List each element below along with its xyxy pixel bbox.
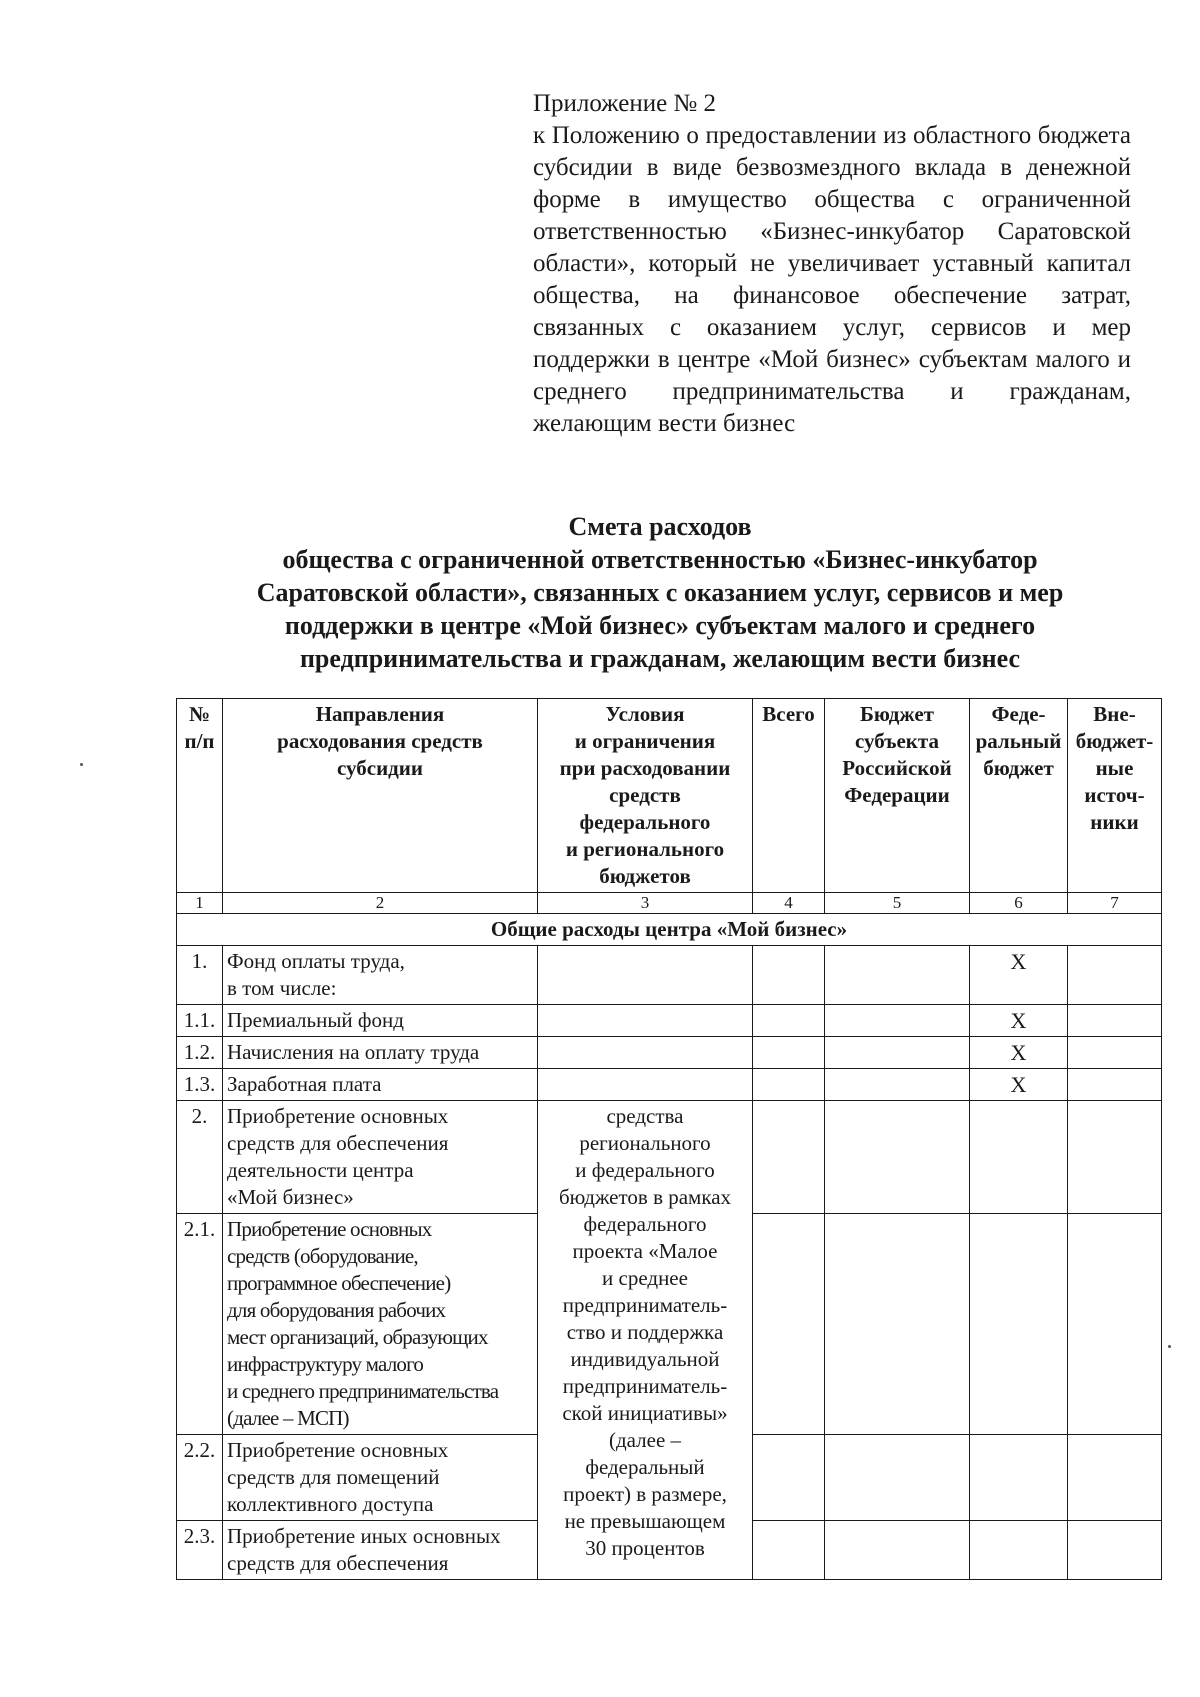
table-header-row bbox=[177, 699, 1162, 893]
appendix-title: Приложение № 2 bbox=[533, 90, 717, 117]
row-regional bbox=[825, 1005, 970, 1037]
row-name: Заработная плата bbox=[223, 1069, 538, 1101]
row-condition bbox=[538, 1005, 753, 1037]
row-condition bbox=[538, 946, 753, 1005]
col-number: 4 bbox=[753, 893, 825, 914]
row-regional bbox=[825, 946, 970, 1005]
row-extrabudget bbox=[1068, 1069, 1162, 1101]
title-line-4: поддержки в центре «Мой бизнес» субъектам малого и среднего bbox=[284, 611, 1036, 640]
title-line-5: предпринимательства и гражданам, желающим вести бизнес bbox=[299, 644, 1021, 673]
document-title bbox=[150, 510, 1170, 675]
row-federal: X bbox=[970, 946, 1068, 1005]
table-row bbox=[177, 1069, 1162, 1101]
row-total bbox=[753, 1101, 825, 1214]
row-federal: X bbox=[970, 1037, 1068, 1069]
header-conditions: Условия и ограничения при расходовании средств федерального и регионального бюджетов bbox=[538, 699, 753, 893]
table-row bbox=[177, 946, 1162, 1005]
title-line-1: Смета расходов bbox=[568, 512, 752, 541]
row-name: Приобретение иных основных средств для обеспечения bbox=[223, 1521, 538, 1580]
row-total bbox=[753, 1435, 825, 1521]
row-number: 2. bbox=[177, 1101, 223, 1214]
row-total bbox=[753, 1037, 825, 1069]
table-row bbox=[177, 1101, 1162, 1214]
appendix-text: к Положению о предоставлении из областного бюджета субсидии в виде безвозмездного вклада в денежной форме в имущество общества с ограниченной ответственностью «Бизнес-инкубатор Саратовской области», который не увеличивает уставный капитал общества, на финансовое обеспечение затрат, связанных с оказанием услуг, сервисов и мер поддержки в центре «Мой бизнес» субъектам малого и среднего предпринимательства и гражданам, желающим вести бизнес bbox=[533, 122, 1131, 437]
header-extrabudget: Вне- бюджет- ные источ- ники bbox=[1068, 699, 1162, 893]
row-extrabudget bbox=[1068, 946, 1162, 1005]
appendix-block bbox=[533, 88, 1131, 440]
row-extrabudget bbox=[1068, 1101, 1162, 1214]
row-federal bbox=[970, 1435, 1068, 1521]
row-extrabudget bbox=[1068, 1435, 1162, 1521]
row-regional bbox=[825, 1101, 970, 1214]
row-regional bbox=[825, 1435, 970, 1521]
row-regional bbox=[825, 1214, 970, 1435]
col-number: 1 bbox=[177, 893, 223, 914]
row-regional bbox=[825, 1037, 970, 1069]
row-number: 1.1. bbox=[177, 1005, 223, 1037]
title-line-3: Саратовской области», связанных с оказанием услуг, сервисов и мер bbox=[256, 578, 1064, 607]
row-number: 1.3. bbox=[177, 1069, 223, 1101]
condition-text: средства регионального и федерального бюджетов в рамках федерального проекта «Малое и среднее предприниматель- ство и поддержка индивидуальной предприниматель- ской инициативы» (далее – федеральный проект) в размере, не превышающем 30 процентов bbox=[538, 1101, 753, 1580]
row-number: 1.2. bbox=[177, 1037, 223, 1069]
row-name: Приобретение основных средств для помещений коллективного доступа bbox=[223, 1435, 538, 1521]
row-name: Приобретение основных средств (оборудование, программное обеспечение) для оборудования рабочих мест организаций, образующих инфраструктуру малого и среднего предпринимательства (далее – МСП) bbox=[223, 1214, 538, 1435]
row-federal bbox=[970, 1521, 1068, 1580]
row-name: Начисления на оплату труда bbox=[223, 1037, 538, 1069]
row-condition bbox=[538, 1069, 753, 1101]
row-name: Премиальный фонд bbox=[223, 1005, 538, 1037]
row-total bbox=[753, 946, 825, 1005]
column-number-row bbox=[177, 893, 1162, 914]
row-federal bbox=[970, 1101, 1068, 1214]
row-total bbox=[753, 1005, 825, 1037]
row-total bbox=[753, 1214, 825, 1435]
row-number: 1. bbox=[177, 946, 223, 1005]
col-number: 3 bbox=[538, 893, 753, 914]
row-number: 2.1. bbox=[177, 1214, 223, 1435]
title-line-2: общества с ограниченной ответственностью «Бизнес-инкубатор bbox=[282, 545, 1038, 574]
col-number: 5 bbox=[825, 893, 970, 914]
section-row bbox=[177, 914, 1162, 946]
header-regional-budget: Бюджет субъекта Российской Федерации bbox=[825, 699, 970, 893]
table-row bbox=[177, 1005, 1162, 1037]
row-extrabudget bbox=[1068, 1037, 1162, 1069]
table-row bbox=[177, 1037, 1162, 1069]
estimate-table bbox=[176, 698, 1162, 1580]
row-extrabudget bbox=[1068, 1214, 1162, 1435]
row-number: 2.2. bbox=[177, 1435, 223, 1521]
header-federal-budget: Феде- ральный бюджет bbox=[970, 699, 1068, 893]
col-number: 7 bbox=[1068, 893, 1162, 914]
row-extrabudget bbox=[1068, 1005, 1162, 1037]
scan-speck bbox=[80, 763, 83, 766]
header-directions: Направления расходования средств субсидии bbox=[223, 699, 538, 893]
row-number: 2.3. bbox=[177, 1521, 223, 1580]
header-num: № п/п bbox=[177, 699, 223, 893]
row-federal: X bbox=[970, 1069, 1068, 1101]
row-federal: X bbox=[970, 1005, 1068, 1037]
row-regional bbox=[825, 1521, 970, 1580]
row-name: Фонд оплаты труда, в том числе: bbox=[223, 946, 538, 1005]
col-number: 6 bbox=[970, 893, 1068, 914]
row-total bbox=[753, 1521, 825, 1580]
scan-speck bbox=[1168, 1345, 1171, 1348]
row-federal bbox=[970, 1214, 1068, 1435]
row-name: Приобретение основных средств для обеспечения деятельности центра «Мой бизнес» bbox=[223, 1101, 538, 1214]
row-condition bbox=[538, 1037, 753, 1069]
row-regional bbox=[825, 1069, 970, 1101]
col-number: 2 bbox=[223, 893, 538, 914]
row-total bbox=[753, 1069, 825, 1101]
section-title: Общие расходы центра «Мой бизнес» bbox=[177, 914, 1162, 946]
row-extrabudget bbox=[1068, 1521, 1162, 1580]
header-total: Всего bbox=[753, 699, 825, 893]
